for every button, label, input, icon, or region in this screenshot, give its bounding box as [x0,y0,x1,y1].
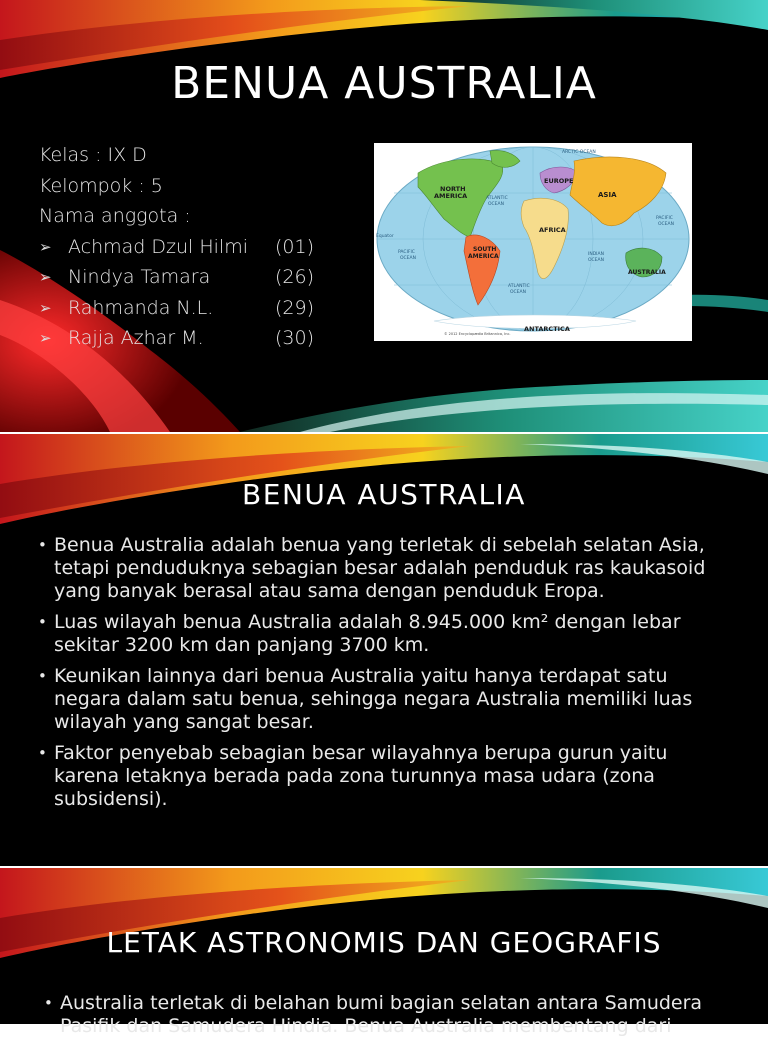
bullet-item: • Benua Australia adalah benua yang terletak di sebelah selatan Asia, tetapi penduduknya sebagian besar adalah penduduk ras kaukasoid yang banyak berasal atau sama dengan penduduk Eropa. [38,534,738,603]
svg-text:Equator: Equator [376,234,394,239]
map-label-asia: ASIA [598,191,617,199]
member-item [39,232,314,263]
member-name: Achmad Dzul Hilmi [68,235,248,258]
svg-text:ATLANTIC: ATLANTIC [508,284,530,289]
member-name: Nindya Tamara [68,266,211,288]
bullet-item: • Keunikan lainnya dari benua Australia yaitu hanya terdapat satu negara dalam satu benua, sehingga negara Australia memiliki luas wilayah yang sangat besar. [38,665,738,734]
group-info [39,140,314,354]
bullet-item: • Luas wilayah benua Australia adalah 8.945.000 km² dengan lebar sekitar 3200 km dan panjang 3700 km. [38,611,738,657]
slide-title-text: LETAK ASTRONOMIS DAN GEOGRAFIS [106,926,662,959]
slide-letak-astronomis [0,868,768,1037]
kelompok-text: Kelompok : 5 [39,174,163,197]
world-map [374,143,692,341]
svg-text:OCEAN: OCEAN [588,258,604,263]
svg-text:OCEAN: OCEAN [658,222,674,227]
svg-text:OCEAN: OCEAN [400,256,416,261]
svg-text:PACIFIC: PACIFIC [398,250,415,255]
slide-title-text: BENUA AUSTRALIA [171,58,597,109]
map-label-south-america: SOUTH AMERICA [468,246,499,260]
slide-title-text: BENUA AUSTRALIA [242,478,526,511]
svg-text:OCEAN: OCEAN [510,290,526,295]
arrow-bullet-icon: ➢ [39,329,52,347]
svg-text:© 2012 Encyclopædia Britannica: © 2012 Encyclopædia Britannica, Inc. [444,332,511,336]
arrow-bullet-icon: ➢ [39,268,52,286]
arrow-bullet-icon: ➢ [39,298,52,317]
map-label-africa: AFRICA [539,226,566,234]
svg-text:ATLANTIC: ATLANTIC [486,196,508,201]
map-label-europe: EUROPE [544,177,574,185]
map-label-antarctica: ANTARCTICA [524,325,570,333]
member-number: (01) [275,235,315,258]
map-label-north-america: NORTH AMERICA [434,185,468,200]
member-number: (30) [275,327,315,349]
bullet-list [38,534,738,819]
svg-text:OCEAN: OCEAN [488,202,504,207]
svg-text:PACIFIC: PACIFIC [656,216,673,221]
slide-title [0,0,768,432]
map-label-australia: AUSTRALIA [628,269,666,276]
nama-anggota-label: Nama anggota : [39,205,191,227]
member-item [39,293,314,324]
svg-text:ARCTIC OCEAN: ARCTIC OCEAN [562,150,596,155]
bullet-item: • Australia terletak di belahan bumi bagian selatan antara Samudera Pasifik dan Samudera Hindia. Benua Australia membentang dari [44,992,744,1038]
member-number: (26) [275,266,315,288]
bullet-item: • Faktor penyebab sebagian besar wilayahnya berupa gurun yaitu karena letaknya berada pada zona turunnya masa udara (zona subsidensi). [38,742,738,811]
member-name: Rahmanda N.L. [68,296,214,319]
svg-text:INDIAN: INDIAN [588,252,604,257]
world-map-image [374,143,692,341]
kelas-text: Kelas : IX D [39,144,147,166]
member-number: (29) [275,296,315,319]
member-item [39,323,314,354]
slide-benua-australia [0,434,768,866]
member-name: Rajja Azhar M. [68,327,204,349]
arrow-bullet-icon: ➢ [39,237,52,256]
member-item [39,262,314,293]
bullet-list [44,992,744,1046]
